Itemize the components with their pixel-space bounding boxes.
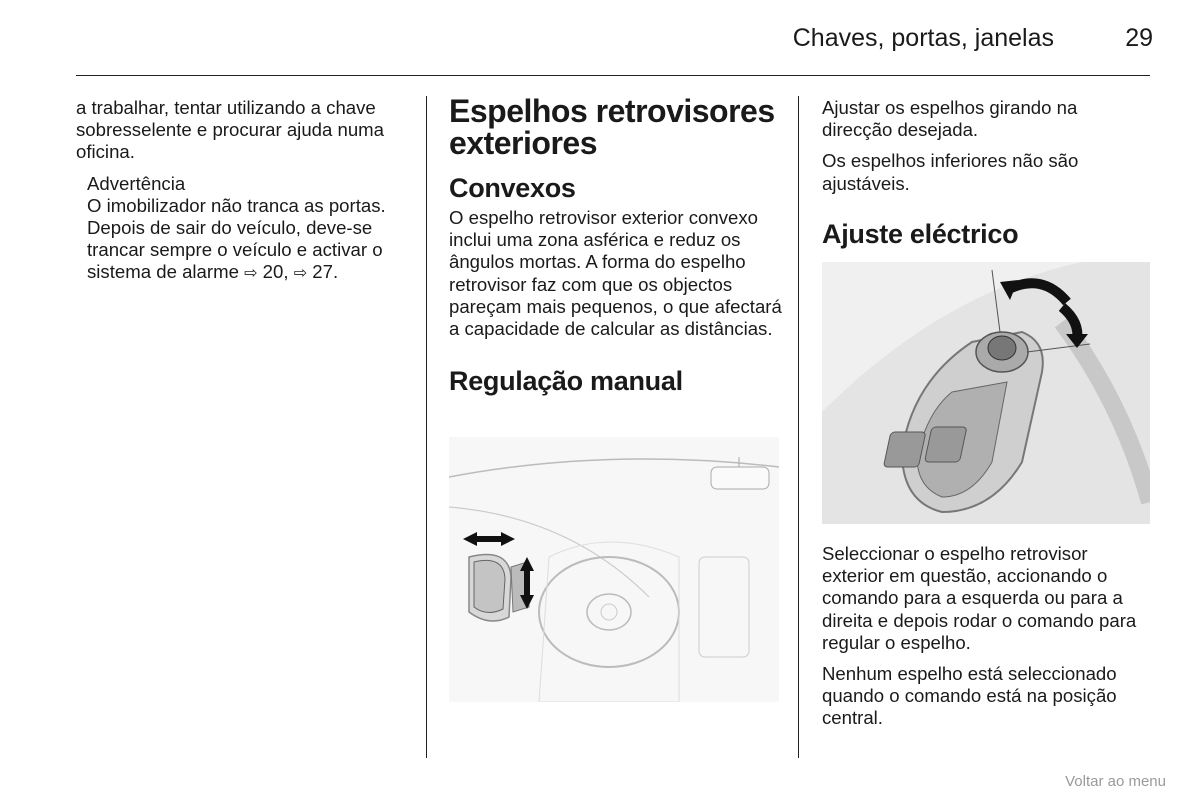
page-reference-icon: ⇨ [244, 265, 258, 283]
door-switch-drawing [822, 262, 1150, 524]
warning-title: Advertência [87, 172, 186, 194]
page-header-title: Chaves, portas, janelas [792, 24, 1054, 52]
column-divider-1 [426, 96, 427, 758]
electric-switch-illustration [822, 262, 1150, 524]
subheading-ajuste-electrico: Ajuste eléctrico [822, 218, 1019, 249]
page-reference-icon: ⇨ [293, 265, 308, 283]
page-number: 29 [1125, 24, 1153, 52]
reference-link-1[interactable]: 20 [262, 261, 284, 283]
column-2 [449, 95, 784, 400]
manual-mirror-illustration [449, 437, 779, 702]
column-3 [822, 97, 1152, 253]
header-rule [76, 75, 1150, 76]
warning-text: O imobilizador não tranca as portas. Depois de sair do veículo, deve-se trancar sempre o veículo e activar o sistema de alarme [87, 194, 386, 283]
subheading-convexos: Convexos [449, 173, 576, 203]
section-heading: Espelhos retrovisores exteriores [449, 93, 775, 161]
convexos-text: O espelho retrovisor exterior convexo inclui uma zona asférica e reduz os ângulos mortas. A forma do espelho retrovisor faz com que os objectos pareçam mais pequenos, o que afectará a capacidade de calcular as distâncias. [449, 207, 782, 340]
lower-mirrors-paragraph: Os espelhos inferiores não são ajustáveis. [822, 150, 1079, 194]
column-3-lower [822, 543, 1152, 739]
horizontal-arrow-icon [463, 532, 515, 546]
central-position-paragraph: Nenhum espelho está seleccionado quando o comando está na posição central. [822, 663, 1117, 729]
column-1 [76, 97, 408, 286]
select-mirror-paragraph: Seleccionar o espelho retrovisor exterior em questão, accionando o comando para a esquerda ou para a direita e depois rodar o comando para regular o espelho. [822, 543, 1137, 653]
reference-link-2[interactable]: 27. [312, 261, 339, 283]
adjust-paragraph: Ajustar os espelhos girando na direcção desejada. [822, 97, 1078, 141]
subheading-regulacao-manual: Regulação manual [449, 366, 683, 397]
dashboard-mirror-drawing [449, 437, 779, 702]
warning-note [87, 173, 408, 286]
warning-text-block: O imobilizador não tranca as portas. Depois de sair do veículo, deve-se trancar sempre o veículo e activar o sistema de alarme ⇨ 20, ⇨ 27. [87, 194, 386, 283]
column-divider-2 [798, 96, 799, 758]
continued-paragraph: a trabalhar, tentar utilizando a chave sobresselente e procurar ajuda numa oficina. [76, 97, 385, 163]
back-to-menu-link[interactable]: Voltar ao menu [1065, 773, 1166, 790]
